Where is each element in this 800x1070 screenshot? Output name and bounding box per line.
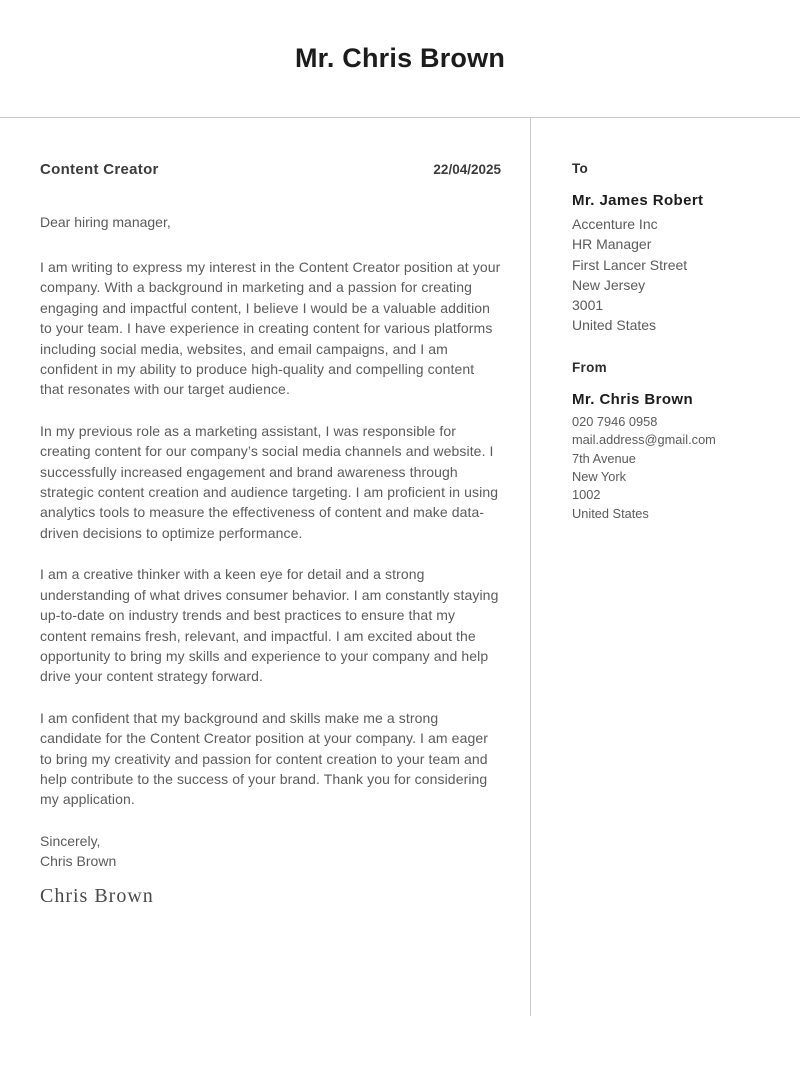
recipient-line: HR Manager (572, 236, 652, 253)
sender-line: United States (572, 505, 649, 521)
page-title: Mr. Chris Brown (294, 43, 506, 73)
sender-line: New York (572, 469, 627, 484)
letter-paragraph: I am writing to express my interest in the Content Creator position at your company. With a background in marketing and a passion for creating engaging and impactful content, I believe I would be a valuable addition to your team. I have experience in creating content for various platforms including social media, websites, and email campaigns, and I am confident in my ability to produce high-quality and compelling content that resonates with our target audience. (40, 259, 501, 398)
signature: Chris Brown (40, 884, 154, 907)
recipient-line: 3001 (572, 297, 604, 314)
closing-block (40, 831, 501, 872)
sender-line: 020 7946 0958 (572, 413, 658, 429)
recipient-line: United States (572, 317, 657, 334)
closing-name: Chris Brown (40, 853, 117, 870)
letter-header (0, 0, 800, 118)
recipient-line: Accenture Inc (572, 216, 658, 232)
job-title: Content Creator (40, 161, 159, 178)
letter-main-column (0, 118, 531, 1016)
letter-paragraph: I am confident that my background and skills make me a strong candidate for the Content Creator position at your company. I am eager to bring my creativity and passion for content creation to your team and help contribute to the success of your brand. Thank you for considering my application. (40, 709, 488, 808)
address-sidebar (531, 118, 800, 1016)
sender-line: 7th Avenue (572, 450, 636, 466)
sender-line: 1002 (572, 487, 601, 503)
job-title-row (40, 161, 501, 178)
letter-body (0, 118, 800, 1016)
recipient-address (572, 214, 780, 336)
sender-line: mail.address@gmail.com (572, 432, 716, 448)
letter-paragraph: I am a creative thinker with a keen eye for detail and a strong understanding of what drives consumer behavior. I am constantly staying up-to-date on industry trends and best practices to ensure that my content remains fresh, relevant, and impactful. I am excited about the opportunity to bring my skills and experience to your company and help drive your content strategy forward. (40, 566, 499, 685)
closing-word: Sincerely, (40, 832, 101, 849)
recipient-label: To (572, 161, 589, 176)
sender-address (572, 413, 780, 523)
sender-name: Mr. Chris Brown (572, 390, 694, 408)
salutation: Dear hiring manager, (40, 214, 171, 230)
letter-paragraph: In my previous role as a marketing assistant, I was responsible for creating content for our company’s social media channels and website. I successfully increased engagement and brand awareness through strategic content creation and audience targeting. I am proficient in using analytics tools to measure the effectiveness of content and make data-driven decisions to optimize performance. (40, 422, 499, 541)
sender-label: From (572, 359, 607, 375)
letter-date: 22/04/2025 (433, 162, 501, 177)
recipient-section (572, 161, 780, 336)
recipient-line: New Jersey (572, 276, 646, 293)
recipient-line: First Lancer Street (572, 256, 688, 273)
sender-section (572, 360, 780, 523)
recipient-name: Mr. James Robert (572, 192, 704, 209)
